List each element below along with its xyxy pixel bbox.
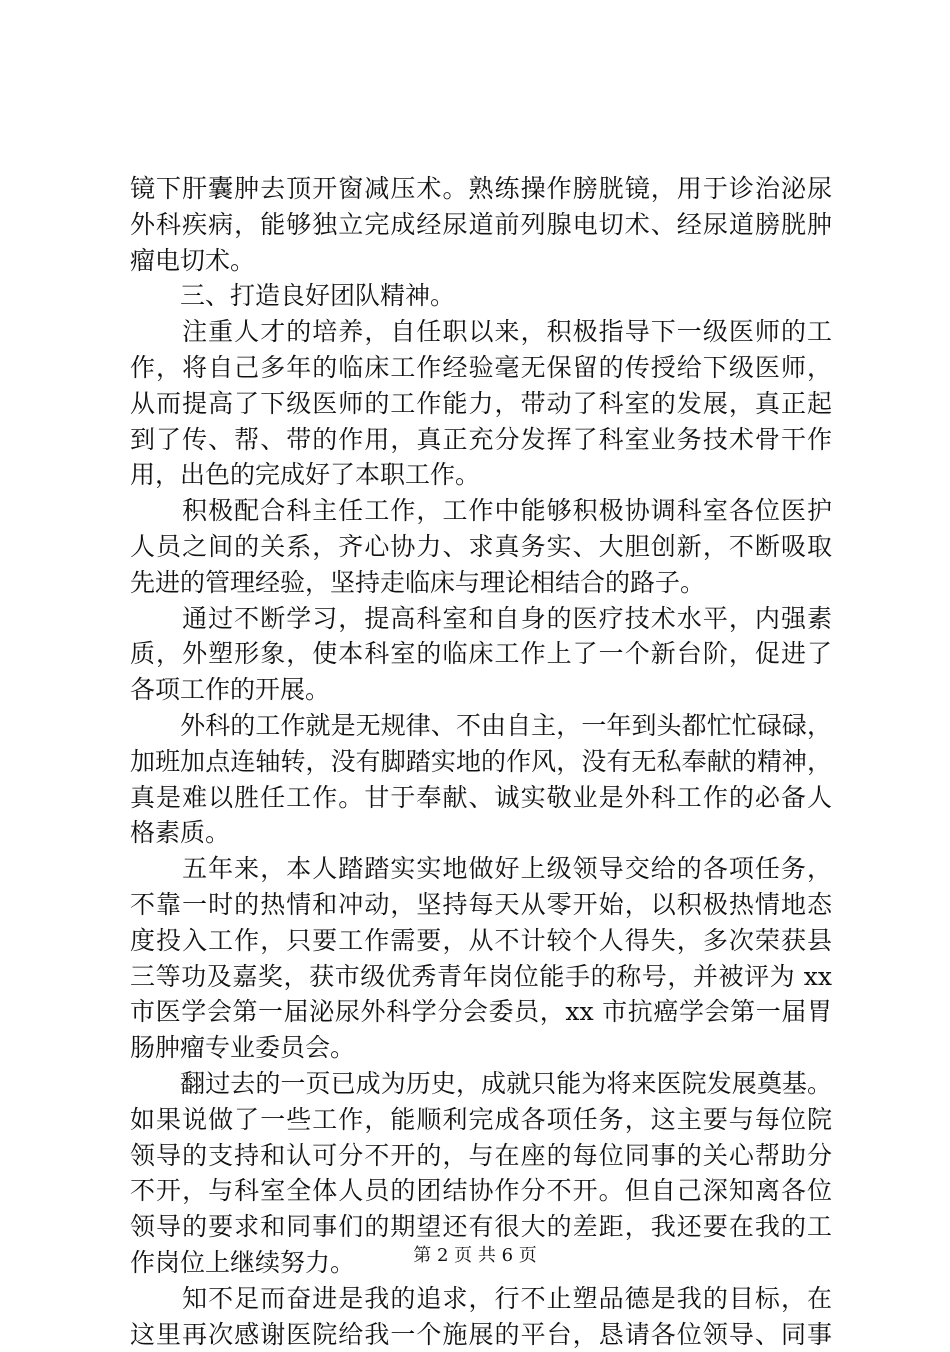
body-line: 到了传、帮、带的作用，真正充分发挥了科室业务技术骨干作 <box>130 422 832 458</box>
body-line: 格素质。 <box>130 815 832 851</box>
body-line: 外科的工作就是无规律、不由自主，一年到头都忙忙碌碌， <box>130 708 832 744</box>
body-line: 三等功及嘉奖，获市级优秀青年岗位能手的称号，并被评为 xx <box>130 959 832 995</box>
body-line: 不开，与科室全体人员的团结协作分不开。但自己深知离各位 <box>130 1173 832 1209</box>
body-line: 领导的要求和同事们的期望还有很大的差距，我还要在我的工 <box>130 1209 832 1245</box>
body-line: 积极配合科主任工作，工作中能够积极协调科室各位医护 <box>130 493 832 529</box>
body-line: 注重人才的培养，自任职以来，积极指导下一级医师的工 <box>130 314 832 350</box>
body-line: 外科疾病，能够独立完成经尿道前列腺电切术、经尿道膀胱肿 <box>130 207 832 243</box>
body-line: 度投入工作，只要工作需要，从不计较个人得失，多次荣获县 <box>130 923 832 959</box>
body-line: 翻过去的一页已成为历史，成就只能为将来医院发展奠基。 <box>130 1066 832 1102</box>
body-line: 先进的管理经验，坚持走临床与理论相结合的路子。 <box>130 565 832 601</box>
document-body <box>130 171 832 1352</box>
body-line: 如果说做了一些工作，能顺利完成各项任务，这主要与每位院 <box>130 1102 832 1138</box>
body-line: 知不足而奋进是我的追求，行不止塑品德是我的目标，在 <box>130 1281 832 1317</box>
body-line: 不靠一时的热情和冲动，坚持每天从零开始，以积极热情地态 <box>130 887 832 923</box>
body-line: 五年来，本人踏踏实实地做好上级领导交给的各项任务， <box>130 851 832 887</box>
section-heading: 三、打造良好团队精神。 <box>130 278 832 314</box>
body-line: 市医学会第一届泌尿外科学分会委员，xx 市抗癌学会第一届胃 <box>130 994 832 1030</box>
body-line: 作，将自己多年的临床工作经验毫无保留的传授给下级医师， <box>130 350 832 386</box>
body-line: 加班加点连轴转，没有脚踏实地的作风，没有无私奉献的精神， <box>130 744 832 780</box>
body-line: 各项工作的开展。 <box>130 672 832 708</box>
body-line: 人员之间的关系，齐心协力、求真务实、大胆创新，不断吸取 <box>130 529 832 565</box>
body-line: 从而提高了下级医师的工作能力，带动了科室的发展，真正起 <box>130 386 832 422</box>
body-line: 作岗位上继续努力。 <box>130 1245 832 1281</box>
body-line: 通过不断学习，提高科室和自身的医疗技术水平，内强素 <box>130 601 832 637</box>
body-line: 领导的支持和认可分不开的，与在座的每位同事的关心帮助分 <box>130 1138 832 1174</box>
body-line: 肠肿瘤专业委员会。 <box>130 1030 832 1066</box>
body-line: 镜下肝囊肿去顶开窗减压术。熟练操作膀胱镜，用于诊治泌尿 <box>130 171 832 207</box>
body-line: 真是难以胜任工作。甘于奉献、诚实敬业是外科工作的必备人 <box>130 780 832 816</box>
body-line: 质，外塑形象，使本科室的临床工作上了一个新台阶，促进了 <box>130 636 832 672</box>
body-line: 这里再次感谢医院给我一个施展的平台，恳请各位领导、同事 <box>130 1317 832 1352</box>
page-footer: 第 2 页 共 6 页 <box>0 1244 950 1268</box>
body-line: 瘤电切术。 <box>130 243 832 279</box>
body-line: 用，出色的完成好了本职工作。 <box>130 457 832 493</box>
